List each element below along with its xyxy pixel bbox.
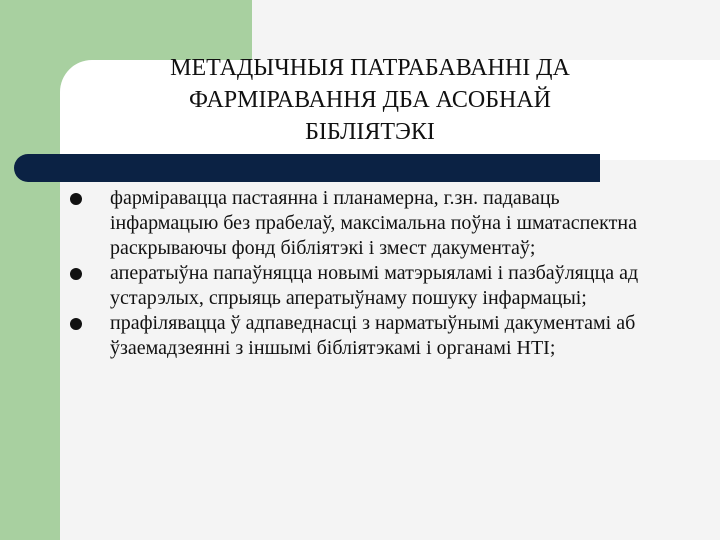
title-divider-bar xyxy=(14,154,600,182)
slide-title-line: ФАРМІРАВАННЯ ДБА АСОБНАЙ xyxy=(189,87,551,113)
bullet-dot-icon xyxy=(70,318,82,330)
slide-title-line: БІБЛІЯТЭКІ xyxy=(305,119,435,145)
bullet-text: прафілявацца ў адпаведнасці з нарматыўнымі дакументамі аб ўзаемадзеянні з іншымі бібліятэкамі і органамі НТІ; xyxy=(110,312,636,359)
bullet-dot-icon xyxy=(70,193,82,205)
bullet-list xyxy=(70,186,670,361)
bullet-dot-icon xyxy=(70,268,82,280)
slide-title xyxy=(100,52,640,148)
bullet-text: фарміравацца пастаянна і планамерна, г.зн. падаваць інфармацыю без прабелаў, максімальна поўна і шматаспектна раскрываючы фонд бібліятэкі і змест дакументаў; xyxy=(110,187,637,259)
bullet-item xyxy=(70,261,670,311)
bullet-item xyxy=(70,311,670,361)
slide-title-line: МЕТАДЫЧНЫЯ ПАТРАБАВАННІ ДА xyxy=(170,55,570,81)
left-accent-bar xyxy=(0,0,60,540)
bullet-text: аператыўна папаўняцца новымі матэрыяламі і пазбаўляцца ад устарэлых, спрыяць аператыўнаму пошуку інфармацыі; xyxy=(110,262,639,309)
bullet-item xyxy=(70,186,670,261)
